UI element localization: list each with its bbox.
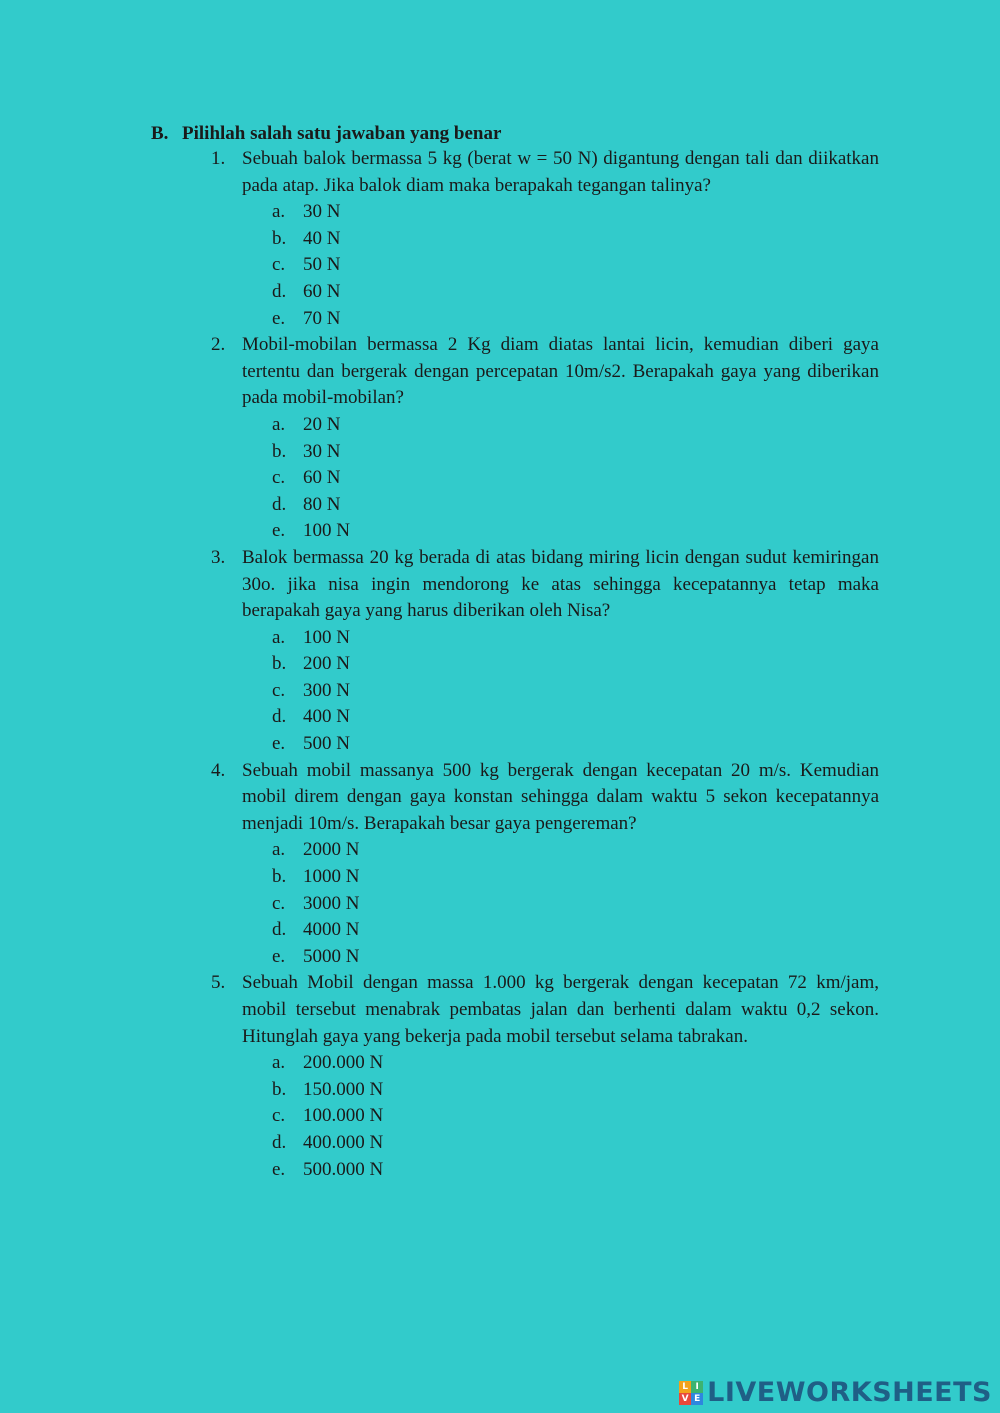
answer-option-4-b[interactable] (272, 864, 879, 891)
option-letter: c. (272, 467, 286, 489)
option-letter: c. (272, 679, 286, 701)
logo-mark-tile: E (691, 1393, 703, 1405)
answer-option-2-a[interactable] (272, 412, 879, 439)
option-text: 70 N (303, 307, 341, 329)
answer-option-1-b[interactable] (272, 226, 879, 253)
option-text: 40 N (303, 227, 341, 249)
question-1 (211, 146, 879, 332)
answer-option-5-e[interactable] (272, 1157, 879, 1184)
option-letter: b. (272, 440, 287, 462)
option-letter: b. (272, 227, 287, 249)
answer-option-3-c[interactable] (272, 678, 879, 705)
answer-option-5-d[interactable] (272, 1130, 879, 1157)
logo-mark-tile: I (691, 1381, 703, 1393)
answer-option-5-c[interactable] (272, 1103, 879, 1130)
logo-text: LIVEWORKSHEETS (707, 1377, 992, 1408)
option-text: 3000 N (303, 892, 360, 914)
option-letter: d. (272, 1131, 287, 1153)
answer-option-1-a[interactable] (272, 199, 879, 226)
answer-option-4-a[interactable] (272, 837, 879, 864)
answer-option-2-e[interactable] (272, 518, 879, 545)
option-text: 80 N (303, 493, 341, 515)
option-letter: e. (272, 733, 286, 755)
option-text: 400.000 N (303, 1131, 384, 1153)
option-letter: b. (272, 653, 287, 675)
question-number: 4. (211, 759, 226, 781)
option-letter: d. (272, 706, 287, 728)
question-5 (211, 970, 879, 1183)
option-letter: a. (272, 626, 286, 648)
answer-option-5-b[interactable] (272, 1077, 879, 1104)
question-number: 5. (211, 972, 226, 994)
answer-option-4-e[interactable] (272, 944, 879, 971)
option-text: 20 N (303, 413, 341, 435)
answer-options (272, 625, 879, 758)
question-2 (211, 332, 879, 545)
option-text: 150.000 N (303, 1078, 384, 1100)
option-text: 5000 N (303, 945, 360, 967)
option-letter: e. (272, 307, 286, 329)
option-text: 100.000 N (303, 1105, 384, 1127)
option-letter: a. (272, 413, 286, 435)
answer-option-3-e[interactable] (272, 731, 879, 758)
question-text: Mobil-mobilan bermassa 2 Kg diam diatas lantai licin, kemudian diberi gaya tertentu dan bergerak dengan percepatan 10m/s2. Berapakah gaya yang diberikan pada mobil-mobilan? (242, 334, 879, 409)
option-text: 60 N (303, 467, 341, 489)
answer-option-1-d[interactable] (272, 279, 879, 306)
question-text: Sebuah mobil massanya 500 kg bergerak dengan kecepatan 20 m/s. Kemudian mobil direm dengan gaya konstan sehingga dalam waktu 5 sekon kecepatannya menjadi 10m/s. Berapakah besar gaya pengereman? (242, 759, 879, 834)
logo-mark-tile: L (679, 1381, 691, 1393)
option-letter: a. (272, 1052, 286, 1074)
question-number: 2. (211, 334, 226, 356)
option-text: 1000 N (303, 866, 360, 888)
question-text: Sebuah balok bermassa 5 kg (berat w = 50 N) digantung dengan tali dan diikatkan pada atap. Jika balok diam maka berapakah tegangan talinya? (242, 148, 879, 196)
option-letter: e. (272, 1158, 286, 1180)
answer-option-2-c[interactable] (272, 465, 879, 492)
section-heading (151, 121, 501, 147)
liveworksheets-logo (679, 1377, 992, 1408)
option-letter: d. (272, 493, 287, 515)
section-letter: B. (151, 123, 169, 144)
option-text: 200 N (303, 653, 350, 675)
question-3 (211, 545, 879, 758)
question-text: Sebuah Mobil dengan massa 1.000 kg bergerak dengan kecepatan 72 km/jam, mobil tersebut menabrak pembatas jalan dan berhenti dalam waktu 0,2 sekon. Hitunglah gaya yang bekerja pada mobil tersebut selama tabrakan. (242, 972, 879, 1047)
answer-options (272, 412, 879, 545)
answer-options (272, 1050, 879, 1183)
option-letter: e. (272, 520, 286, 542)
option-text: 500 N (303, 733, 350, 755)
answer-option-5-a[interactable] (272, 1050, 879, 1077)
answer-option-4-c[interactable] (272, 891, 879, 918)
option-letter: d. (272, 280, 287, 302)
question-number: 1. (211, 148, 226, 169)
option-text: 400 N (303, 706, 350, 728)
answer-option-4-d[interactable] (272, 917, 879, 944)
answer-options (272, 837, 879, 970)
option-letter: b. (272, 1078, 287, 1100)
option-text: 60 N (303, 280, 341, 302)
answer-option-1-e[interactable] (272, 306, 879, 333)
option-text: 300 N (303, 679, 350, 701)
answer-option-3-b[interactable] (272, 651, 879, 678)
logo-mark-tile: V (679, 1393, 691, 1405)
option-text: 30 N (303, 201, 341, 223)
option-letter: b. (272, 866, 287, 888)
option-text: 200.000 N (303, 1052, 384, 1074)
option-letter: a. (272, 839, 286, 861)
answer-option-3-d[interactable] (272, 704, 879, 731)
question-number: 3. (211, 546, 226, 568)
option-text: 100 N (303, 520, 350, 542)
option-text: 2000 N (303, 839, 360, 861)
option-text: 30 N (303, 440, 341, 462)
question-text: Balok bermassa 20 kg berada di atas bidang miring licin dengan sudut kemiringan 30o. jika nisa ingin mendorong ke atas sehingga kecepatannya tetap maka berapakah gaya yang harus diberikan oleh Nisa? (242, 546, 879, 622)
option-text: 500.000 N (303, 1158, 384, 1180)
answer-options (272, 199, 879, 332)
option-text: 100 N (303, 626, 350, 648)
question-4 (211, 758, 879, 971)
option-text: 4000 N (303, 919, 360, 941)
option-letter: a. (272, 201, 286, 223)
section-title: Pilihlah salah satu jawaban yang benar (182, 123, 502, 144)
answer-option-3-a[interactable] (272, 625, 879, 652)
option-letter: c. (272, 892, 286, 914)
option-letter: e. (272, 945, 286, 967)
option-letter: d. (272, 919, 287, 941)
answer-option-2-d[interactable] (272, 492, 879, 519)
option-letter: c. (272, 254, 286, 276)
option-letter: c. (272, 1105, 286, 1127)
question-list (211, 146, 879, 1183)
logo-mark-icon (679, 1381, 703, 1405)
answer-option-1-c[interactable] (272, 252, 879, 279)
answer-option-2-b[interactable] (272, 439, 879, 466)
option-text: 50 N (303, 254, 341, 276)
